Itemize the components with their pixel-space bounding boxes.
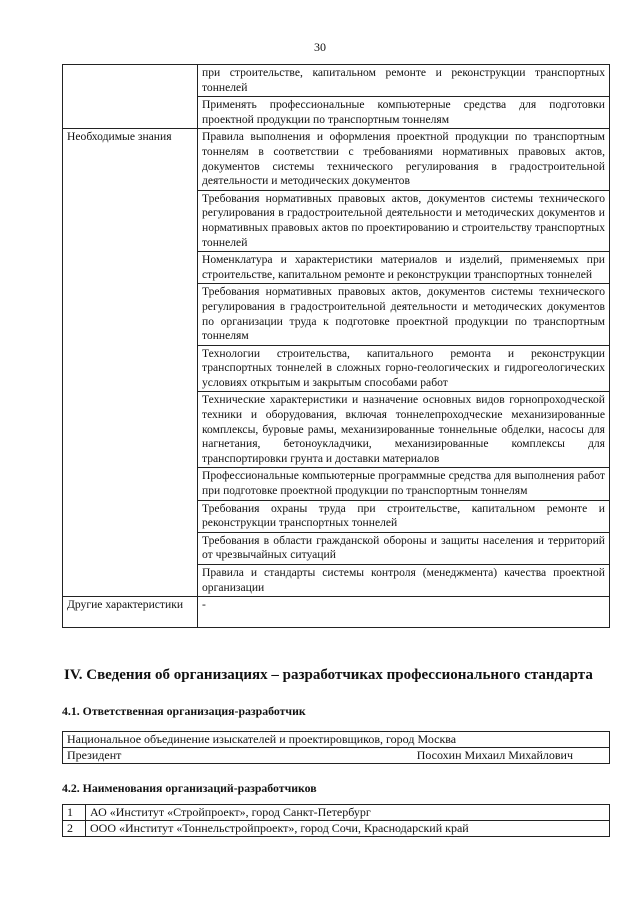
- table-row: [63, 65, 610, 97]
- row-label: [63, 65, 198, 129]
- row-number: 1: [63, 805, 86, 821]
- org-name: Национальное объединение изыскателей и проектировщиков, город Москва: [63, 732, 610, 748]
- developer-orgs-heading: 4.2. Наименования организаций-разработчиков: [62, 781, 317, 795]
- responsible-org-table: [62, 731, 610, 764]
- org-name: ООО «Институт «Тоннельстройпроект», город Сочи, Краснодарский край: [86, 821, 610, 837]
- person-name: Посохин Михаил Михайлович: [416, 748, 573, 762]
- table-cell: Требования нормативных правовых актов, документов системы технического регулирования в градостроительной деятельности и методических документов по организации труда к подготовке проектной продукции по транспортным тоннелям: [198, 284, 610, 345]
- table-cell: Технологии строительства, капитального ремонта и реконструкции транспортных тоннелей в сложных горно-геологических и гидрогеологических условиях открытым и закрытым способами работ: [198, 345, 610, 392]
- table-cell: Технические характеристики и назначение основных видов горнопроходческой техники и оборудования, включая тоннелепроходческие механизированные комплексы, буровые рамы, механизированные тоннельные обделки, насосы для нагнетания, бетоноукладчики, механизированные комплексы для транспортировки грунта и доставки материалов: [198, 392, 610, 468]
- table-row: [63, 821, 610, 837]
- table-cell: Требования нормативных правовых актов, документов системы технического регулирования в градостроительной деятельности и методических документов и нормативных правовых актов по проектированию и строительству транспортных тоннелей: [198, 190, 610, 251]
- org-name: АО «Институт «Стройпроект», город Санкт-Петербург: [86, 805, 610, 821]
- skills-knowledge-table: [62, 64, 610, 628]
- table-cell: Правила выполнения и оформления проектной продукции по транспортным тоннелям в соответствии с требованиями нормативных правовых актов, документов системы технического регулирования в градостроительной деятельности и методических документов: [198, 129, 610, 190]
- table-cell: Номенклатура и характеристики материалов и изделий, применяемых при строительстве, капитальном ремонте и реконструкции транспортных тоннелей: [198, 252, 610, 284]
- table-row: [63, 129, 610, 190]
- page-number: 30: [314, 40, 326, 54]
- position-label: Президент: [67, 748, 122, 762]
- signatory-row: [67, 748, 605, 763]
- table-row: [63, 748, 610, 764]
- row-label-other-characteristics: Другие характеристики: [63, 597, 198, 628]
- table-cell: при строительстве, капитальном ремонте и реконструкции транспортных тоннелей: [198, 65, 610, 97]
- table-row: [63, 805, 610, 821]
- row-label-required-knowledge: Необходимые знания: [63, 129, 198, 597]
- responsible-org-heading: 4.1. Ответственная организация-разработчик: [62, 704, 306, 718]
- section-title: IV. Сведения об организациях – разработчиках профессионального стандарта: [64, 667, 593, 683]
- table-row: [63, 732, 610, 748]
- table-row: [63, 597, 610, 628]
- developer-orgs-table: [62, 804, 610, 837]
- table-cell: Требования охраны труда при строительстве, капитальном ремонте и реконструкции транспортных тоннелей: [198, 500, 610, 532]
- table-cell: -: [198, 597, 610, 628]
- table-cell: Правила и стандарты системы контроля (менеджмента) качества проектной организации: [198, 565, 610, 597]
- row-number: 2: [63, 821, 86, 837]
- table-cell: Требования в области гражданской обороны и защиты населения и территорий от чрезвычайных ситуаций: [198, 532, 610, 564]
- table-cell: Применять профессиональные компьютерные средства для подготовки проектной продукции по транспортным тоннелям: [198, 97, 610, 129]
- table-cell: Профессиональные компьютерные программные средства для выполнения работ при подготовке проектной продукции по транспортным тоннелям: [198, 468, 610, 500]
